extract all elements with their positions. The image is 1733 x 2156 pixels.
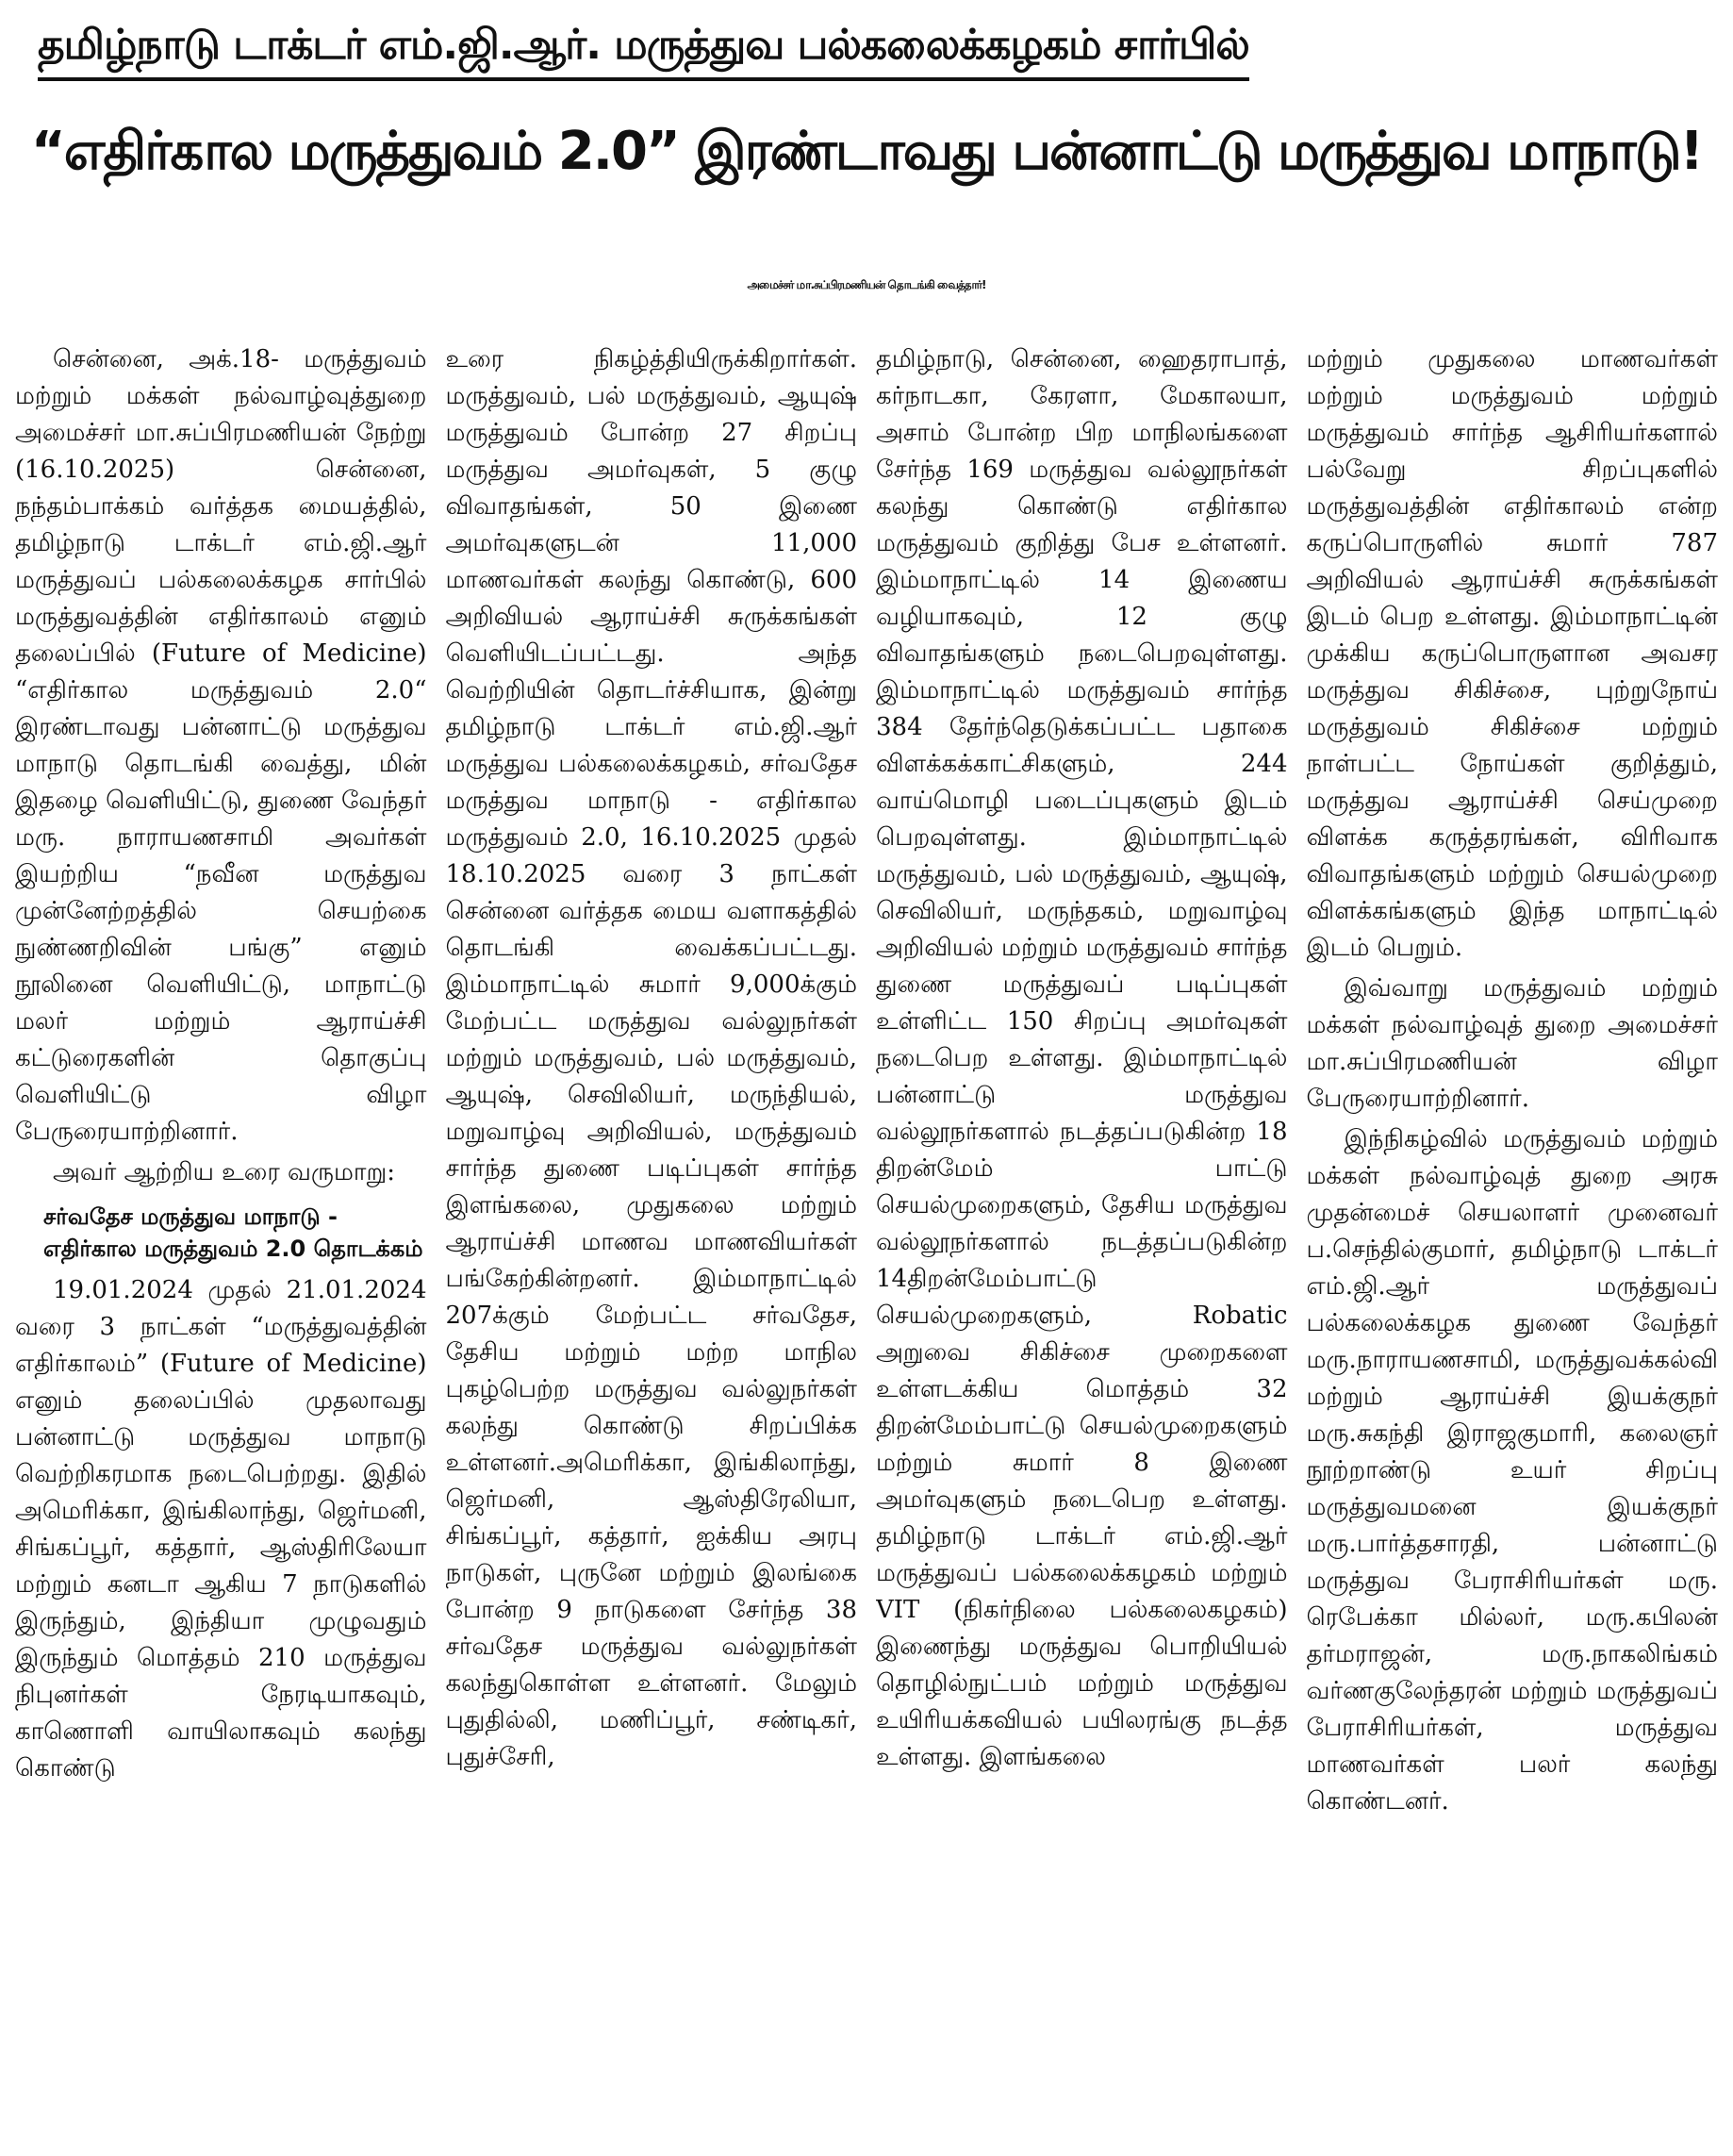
section-subheading: சர்வதேச மருத்துவ மாநாடு - எதிர்கால மருத்துவம் 2.0 தொடக்கம் <box>43 1203 423 1262</box>
paragraph: இவ்வாறு மருத்துவம் மற்றும் மக்கள் நல்வாழ்வுத் துறை அமைச்சர் மா.சுப்பிரமணியன் விழா பேருரையாற்றினார். <box>1306 974 1718 1113</box>
column-4 <box>1307 341 1719 2145</box>
paragraph: தமிழ்நாடு, சென்னை, ஹைதராபாத், கர்நாடகா, கேரளா, மேகாலயா, அசாம் போன்ற பிற மாநிலங்களை சேர்ந்த 169 மருத்துவ வல்லூநர்கள் கலந்து கொண்டு எதிர்கால மருத்துவம் குறித்து பேச உள்ளனர். இம்மாநாட்டில் 14 இணைய வழியாகவும், 12 குழு விவாதங்களும் நடைபெறவுள்ளது. இம்மாநாட்டில் மருத்துவம் சார்ந்த 384 தேர்ந்தெடுக்கப்பட்ட பதாகை விளக்கக்காட்சிகளும், 244 வாய்மொழி படைப்புகளும் இடம் பெறவுள்ளது. இம்மாநாட்டில் மருத்துவம், பல் மருத்துவம், ஆயுஷ், செவிலியர், மருந்தகம், மறுவாழ்வு அறிவியல் மற்றும் மருத்துவம் சார்ந்த துணை மருத்துவப் படிப்புகள் உள்ளிட்ட 150 சிறப்பு அமர்வுகள் நடைபெற உள்ளது. இம்மாநாட்டில் பன்னாட்டு மருத்துவ வல்லூநர்களால் நடத்தப்படுகின்ற 18 திறன்மேம் பாட்டு செயல்முறைகளும், தேசிய மருத்துவ வல்லூநர்களால் நடத்தப்படுகின்ற 14திறன்மேம்பாட்டு செயல்முறைகளும், Robatic அறுவை சிகிச்சை முறைகளை உள்ளடக்கிய மொத்தம் 32 திறன்மேம்பாட்டு செயல்முறைகளும் மற்றும் சுமார் 8 இணை அமர்வுகளும் நடைபெற உள்ளது. தமிழ்நாடு டாக்டர் எம்.ஜி.ஆர் மருத்துவப் பல்கலைக்கழகம் மற்றும் VIT (நிகர்நிலை பல்கலைகழகம்) இணைந்து மருத்துவ பொறியியல் தொழில்நுட்பம் மற்றும் மருத்துவ உயிரியக்கவியல் பயிலரங்கு நடத்த உள்ளது. இளங்கலை <box>876 345 1288 1771</box>
column-2 <box>446 341 858 2145</box>
paragraph: அவர் ஆற்றிய உரை வருமாறு: <box>53 1158 395 1186</box>
paragraph: சென்னை, அக்.18- மருத்துவம் மற்றும் மக்கள் நல்வாழ்வுத்துறை அமைச்சர் மா.சுப்பிரமணியன் நேற்று (16.10.2025) சென்னை, நந்தம்பாக்கம் வர்த்தக மையத்தில், தமிழ்நாடு டாக்டர் எம்.ஜி.ஆர் மருத்துவப் பல்கலைக்கழக சார்பில் மருத்துவத்தின் எதிர்காலம் எனும் தலைப்பில் (Future of Medicine) “எதிர்கால மருத்துவம் 2.0“ இரண்டாவது பன்னாட்டு மருத்துவ மாநாடு தொடங்கி வைத்து, மின் இதழை வெளியிட்டு, துணை வேந்தர் மரு. நாராயணசாமி அவர்கள் இயற்றிய “நவீன மருத்துவ முன்னேற்றத்தில் செயற்கை நுண்ணறிவின் பங்கு” எனும் நூலினை வெளியிட்டு, மாநாட்டு மலர் மற்றும் ஆராய்ச்சி கட்டுரைகளின் தொகுப்பு வெளியிட்டு விழா பேருரையாற்றினார். <box>15 345 427 1146</box>
paragraph: 19.01.2024 முதல் 21.01.2024 வரை 3 நாட்கள் “மருத்துவத்தின் எதிர்காலம்” (Future of Medicine) எனும் தலைப்பில் முதலாவது பன்னாட்டு மருத்துவ மாநாடு வெற்றிகரமாக நடைபெற்றது. இதில் அமெரிக்கா, இங்கிலாந்து, ஜெர்மனி, சிங்கப்பூர், கத்தார், ஆஸ்திரிலேயா மற்றும் கனடா ஆகிய 7 நாடுகளில் இருந்தும், இந்தியா முழுவதும் இருந்தும் மொத்தம் 210 மருத்துவ நிபுனர்கள் நேரடியாகவும், காணொளி வாயிலாகவும் கலந்து கொண்டு <box>15 1276 427 1783</box>
paragraph: மற்றும் முதுகலை மாணவர்கள் மற்றும் மருத்துவம் மற்றும் மருத்துவம் சார்ந்த ஆசிரியர்களால் பல்வேறு சிறப்புகளில் மருத்துவத்தின் எதிர்காலம் என்ற கருப்பொருளில் சுமார் 787 அறிவியல் ஆராய்ச்சி சுருக்கங்கள் இடம் பெற உள்ளது. இம்மாநாட்டின் முக்கிய கருப்பொருளான அவசர மருத்துவ சிகிச்சை, புற்றுநோய் மருத்துவம் சிகிச்சை மற்றும் நாள்பட்ட நோய்கள் குறித்தும், மருத்துவ ஆராய்ச்சி செய்முறை விளக்க கருத்தரங்கள், விரிவாக விவாதங்களும் மற்றும் செயல்முறை விளக்கங்களும் இந்த மாநாட்டில் இடம் பெறும். <box>1306 345 1718 962</box>
paragraph: இந்நிகழ்வில் மருத்துவம் மற்றும் மக்கள் நல்வாழ்வுத் துறை அரசு முதன்மைச் செயலாளர் முனைவர் ப.செந்தில்குமார், தமிழ்நாடு டாக்டர் எம்.ஜி.ஆர் மருத்துவப் பல்கலைக்கழக துணை வேந்தர் மரு.நாராயணசாமி, மருத்துவக்கல்வி மற்றும் ஆராய்ச்சி இயக்குநர் மரு.சுகந்தி இராஜகுமாரி, கலைஞர் நூற்றாண்டு உயர் சிறப்பு மருத்துவமனை இயக்குநர் மரு.பார்த்தசாரதி, பன்னாட்டு மருத்துவ பேராசிரியர்கள் மரு. ரெபேக்கா மில்லர், மரு.கபிலன் தர்மராஜன், மரு.நாகலிங்கம் வர்ணகுலேந்தரன் மற்றும் மருத்துவப் பேராசிரியர்கள், மருத்துவ மாணவர்கள் பலர் கலந்து கொண்டனர். <box>1306 1125 1718 1816</box>
paragraph: உரை நிகழ்த்தியிருக்கிறார்கள். மருத்துவம், பல் மருத்துவம், ஆயுஷ் மருத்துவம் போன்ற 27 சிறப்பு மருத்துவ அமர்வுகள், 5 குழு விவாதங்கள், 50 இணை அமர்வுகளுடன் 11,000 மாணவர்கள் கலந்து கொண்டு, 600 அறிவியல் ஆராய்ச்சி சுருக்கங்கள் வெளியிடப்பட்டது. அந்த வெற்றியின் தொடர்ச்சியாக, இன்று தமிழ்நாடு டாக்டர் எம்.ஜி.ஆர் மருத்துவ பல்கலைக்கழகம், சர்வதேச மருத்துவ மாநாடு - எதிர்கால மருத்துவம் 2.0, 16.10.2025 முதல் 18.10.2025 வரை 3 நாட்கள் சென்னை வர்த்தக மைய வளாகத்தில் தொடங்கி வைக்கப்பட்டது. இம்மாநாட்டில் சுமார் 9,000க்கும் மேற்பட்ட மருத்துவ வல்லுநர்கள் மற்றும் மருத்துவம், பல் மருத்துவம், ஆயுஷ், செவிலியர், மருந்தியல், மறுவாழ்வு அறிவியல், மருத்துவம் சார்ந்த துணை படிப்புகள் சார்ந்த இளங்கலை, முதுகலை மற்றும் ஆராய்ச்சி மாணவ மாணவியர்கள் பங்கேற்கின்றனர். இம்மாநாட்டில் 207க்கும் மேற்பட்ட சர்வதேச, தேசிய மற்றும் மற்ற மாநில புகழ்பெற்ற மருத்துவ வல்லுநர்கள் கலந்து கொண்டு சிறப்பிக்க உள்ளனர்.அமெரிக்கா, இங்கிலாந்து, ஜெர்மனி, ஆஸ்திரேலியா, சிங்கப்பூர், கத்தார், ஐக்கிய அரபு நாடுகள், புருனே மற்றும் இலங்கை போன்ற 9 நாடுகளை சேர்ந்த 38 சர்வதேச மருத்துவ வல்லுநர்கள் கலந்துகொள்ள உள்ளனர். மேலும் புதுதில்லி, மணிப்பூர், சண்டிகர், புதுச்சேரி, <box>445 345 857 1771</box>
kicker-line: தமிழ்நாடு டாக்டர் எம்.ஜி.ஆர். மருத்துவ பல்கலைக்கழகம் சார்பில் <box>38 17 1249 81</box>
column-1 <box>15 341 427 2145</box>
headline: “எதிர்கால மருத்துவம் 2.0” இரண்டாவது பன்னாட்டு மருத்துவ மாநாடு! <box>30 121 1703 182</box>
subheadline: அமைச்சர் மா.சுப்பிரமணியன் தொடங்கி வைத்தார்! <box>747 278 986 291</box>
article-body <box>15 341 1718 2145</box>
column-3 <box>876 341 1288 2145</box>
